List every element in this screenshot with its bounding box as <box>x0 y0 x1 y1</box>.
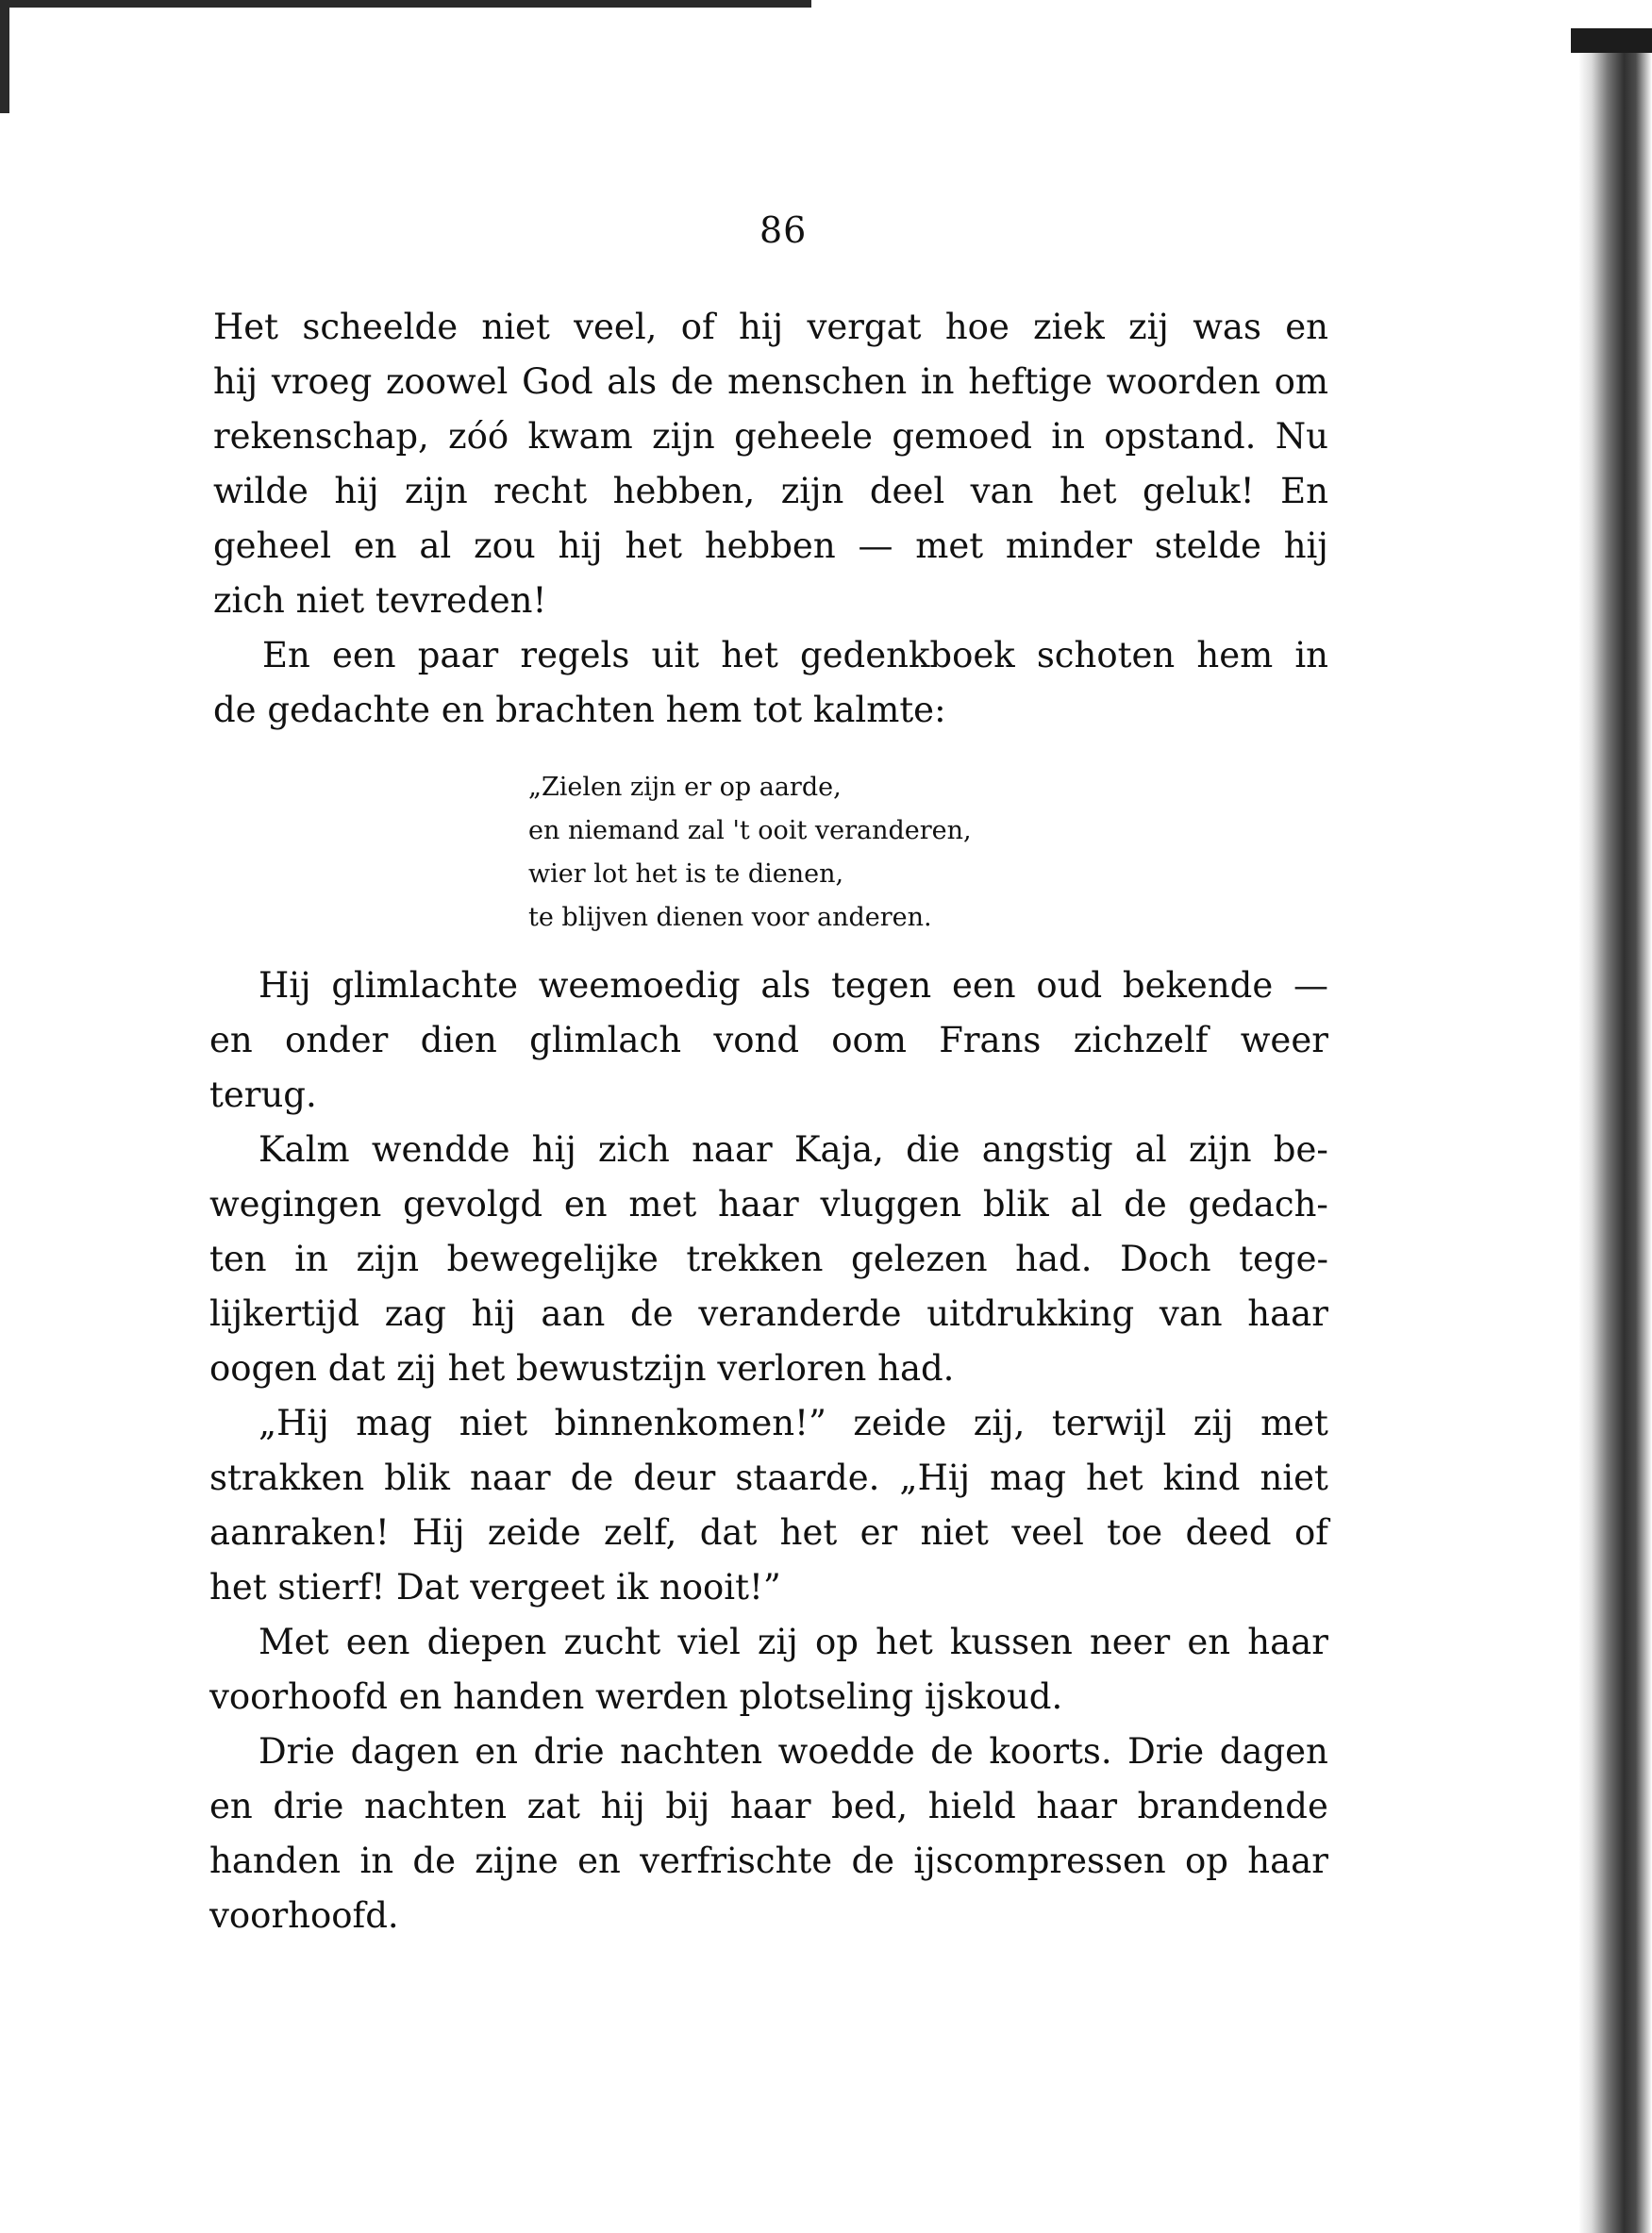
text-line: wegingen gevolgd en met haar vluggen blik al de gedach- <box>209 1184 1328 1225</box>
text-line: voorhoofd en handen werden plotseling ijskoud. <box>209 1676 1063 1717</box>
poem-line: „Zielen zijn er op aarde, <box>528 773 842 802</box>
paragraph <box>209 1123 1328 1396</box>
text-line: de gedachte en brachten hem tot kalmte: <box>213 690 946 730</box>
poem-quote <box>528 766 972 940</box>
paragraph <box>209 1725 1328 1943</box>
text-line: strakken blik naar de deur staarde. „Hij mag het kind niet <box>209 1458 1328 1498</box>
text-line: zich niet tevreden! <box>213 580 547 621</box>
text-line: rekenschap, zóó kwam zijn geheele gemoed in opstand. Nu <box>213 416 1328 457</box>
text-line: oogen dat zij het bewustzijn verloren had. <box>209 1348 955 1389</box>
text-line: hij vroeg zoowel God als de menschen in heftige woorden om <box>213 361 1328 402</box>
body-text-top <box>213 300 1328 738</box>
paragraph <box>209 1396 1328 1615</box>
poem-line: wier lot het is te dienen, <box>528 859 844 889</box>
text-line: Drie dagen en drie nachten woedde de koorts. Drie dagen <box>259 1731 1328 1772</box>
text-line: wilde hij zijn recht hebben, zijn deel van het geluk! En <box>213 471 1328 511</box>
text-line: En een paar regels uit het gedenkboek schoten hem in <box>262 635 1328 675</box>
page-number: 86 <box>759 209 808 251</box>
text-line: ten in zijn bewegelijke trekken gelezen had. Doch tege- <box>209 1239 1328 1279</box>
paragraph <box>213 300 1328 628</box>
paragraph <box>209 958 1328 1123</box>
text-line: aanraken! Hij zeide zelf, dat het er niet veel toe deed of <box>209 1512 1328 1553</box>
poem-line: en niemand zal 't ooit veranderen, <box>528 816 972 845</box>
text-line: lijkertijd zag hij aan de veranderde uitdrukking van haar <box>209 1293 1328 1334</box>
scan-book-spine <box>1578 28 1652 2233</box>
text-line: Kalm wendde hij zich naar Kaja, die angstig al zijn be- <box>259 1129 1328 1170</box>
text-line: Hij glimlachte weemoedig als tegen een oud bekende — <box>259 965 1328 1006</box>
paragraph <box>209 1615 1328 1725</box>
text-line: geheel en al zou hij het hebben — met minder stelde hij <box>213 525 1328 566</box>
text-line: terug. <box>209 1075 317 1115</box>
text-line: voorhoofd. <box>209 1895 399 1936</box>
paragraph <box>213 628 1328 738</box>
scan-border-left <box>0 0 9 113</box>
text-line: handen in de zijne en verfrischte de ijscompressen op haar <box>209 1841 1328 1881</box>
scan-border-top <box>0 0 811 8</box>
text-line: en drie nachten zat hij bij haar bed, hield haar brandende <box>209 1786 1328 1826</box>
text-line: „Hij mag niet binnenkomen!” zeide zij, terwijl zij met <box>259 1403 1328 1443</box>
text-line: Met een diepen zucht viel zij op het kussen neer en haar <box>259 1622 1328 1662</box>
text-line: en onder dien glimlach vond oom Frans zichzelf weer <box>209 1020 1328 1060</box>
scan-spine-cap <box>1571 28 1652 53</box>
text-line: Het scheelde niet veel, of hij vergat hoe ziek zij was en <box>213 307 1328 347</box>
body-text-bottom <box>209 958 1328 1943</box>
text-line: het stierf! Dat vergeet ik nooit!” <box>209 1567 781 1608</box>
poem-line: te blijven dienen voor anderen. <box>528 903 932 932</box>
